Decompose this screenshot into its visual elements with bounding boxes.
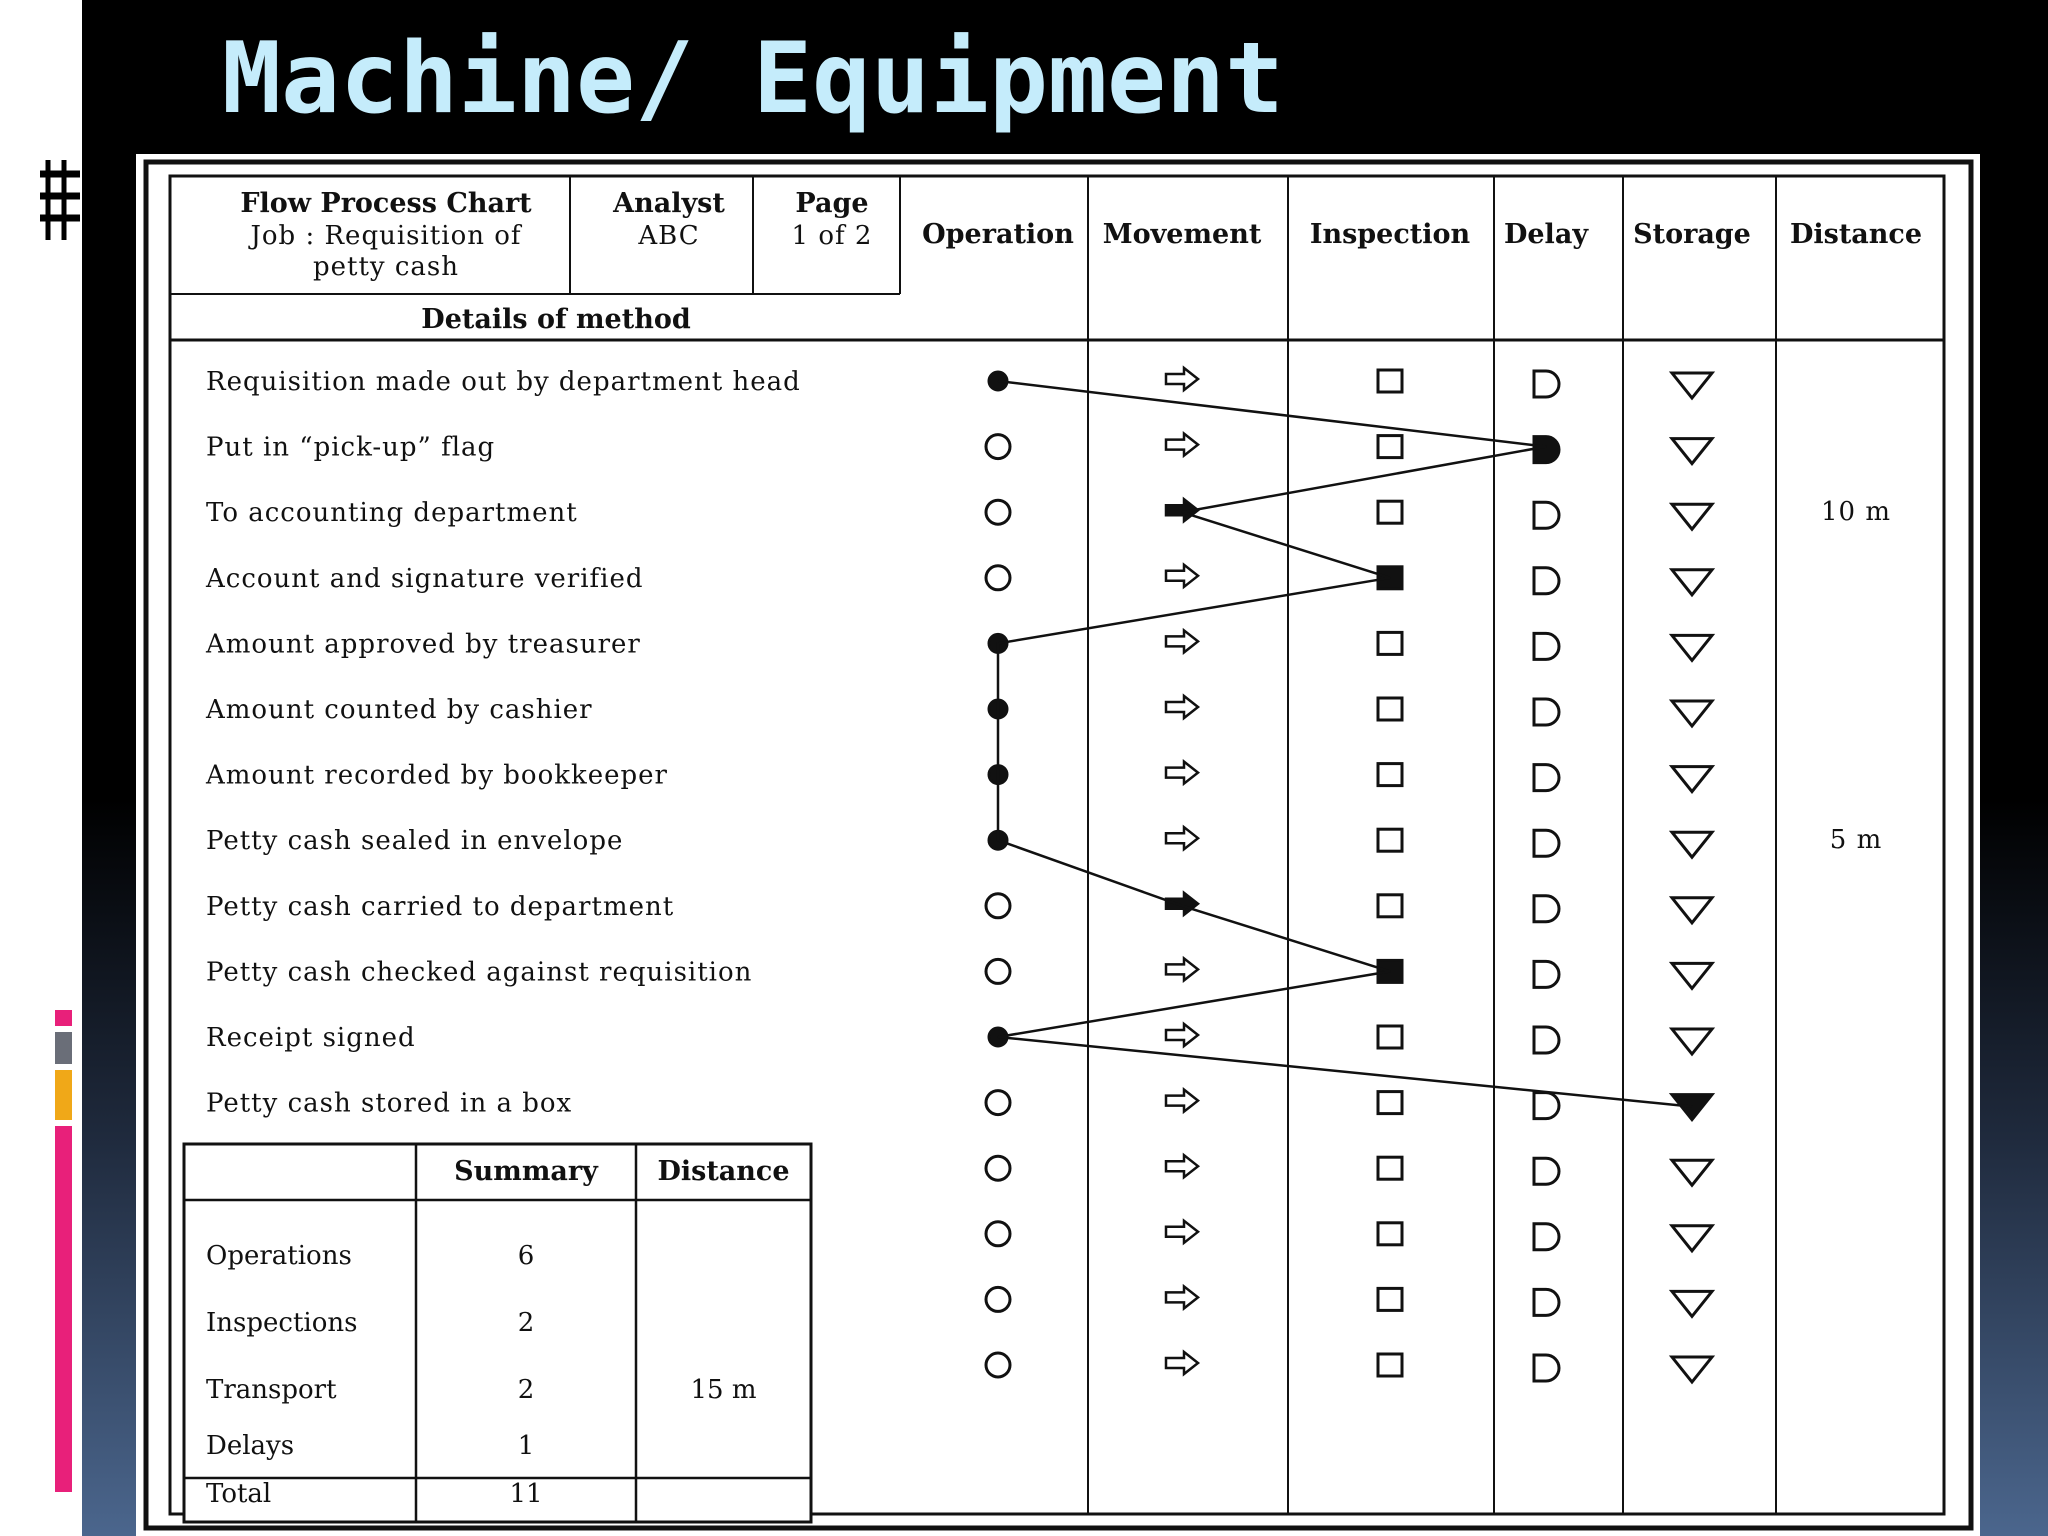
movement-symbol (1166, 762, 1198, 784)
summary-row-label: Delays (206, 1431, 295, 1461)
summary-row-label: Inspections (206, 1308, 358, 1338)
storage-symbol (1672, 963, 1712, 988)
step-label: To accounting department (206, 498, 578, 529)
analyst-label: Analyst (613, 188, 725, 219)
operation-symbol (986, 959, 1010, 983)
job-line-2: petty cash (312, 252, 460, 282)
movement-symbol (1166, 958, 1198, 980)
storage-symbol (1672, 373, 1712, 398)
flow-chart-title: Flow Process Chart (240, 188, 532, 219)
storage-symbol (1672, 570, 1712, 595)
step-label: Amount approved by treasurer (206, 629, 641, 660)
delay-symbol (1534, 1093, 1559, 1119)
step-label: Amount recorded by bookkeeper (206, 760, 668, 791)
delay-symbol (1534, 699, 1559, 725)
summary-distance-header: Distance (657, 1156, 790, 1187)
storage-symbol (1672, 1226, 1712, 1251)
storage-symbol (1672, 767, 1712, 792)
inspection-symbol (1378, 895, 1402, 917)
summary-row-value: 1 (517, 1431, 535, 1461)
movement-symbol (1166, 1221, 1198, 1243)
slide-title: Machine/ Equipment (222, 22, 1285, 136)
movement-symbol (1166, 1090, 1198, 1112)
step-distance: 5 m (1829, 825, 1883, 856)
deco-bar-2 (55, 1032, 72, 1064)
delay-symbol (1534, 1027, 1559, 1053)
delay-symbol (1534, 1355, 1559, 1381)
operation-symbol (986, 1353, 1010, 1377)
storage-symbol (1672, 439, 1712, 464)
movement-symbol (1166, 565, 1198, 587)
storage-symbol (1672, 1357, 1712, 1382)
movement-symbol (1166, 368, 1198, 390)
delay-symbol (1534, 437, 1559, 463)
details-of-method-label: Details of method (421, 304, 691, 335)
movement-symbol (1166, 1155, 1198, 1177)
column-header-operation: Operation (922, 219, 1074, 250)
inspection-symbol (1378, 1092, 1402, 1114)
summary-row-value: 2 (517, 1375, 535, 1405)
summary-row-label: Total (206, 1479, 272, 1509)
operation-symbol (986, 1287, 1010, 1311)
flow-connector-line (998, 381, 1692, 1107)
deco-bar-1 (55, 1010, 72, 1026)
step-label: Requisition made out by department head (206, 367, 801, 397)
flow-process-chart (136, 154, 1980, 1536)
operation-symbol (986, 435, 1010, 459)
operation-symbol (986, 500, 1010, 524)
delay-symbol (1534, 633, 1559, 659)
step-label: Account and signature verified (206, 563, 644, 594)
delay-symbol (1534, 765, 1559, 791)
movement-symbol (1166, 630, 1198, 652)
storage-symbol (1672, 504, 1712, 529)
column-header-storage: Storage (1633, 219, 1751, 250)
step-label: Put in “pick-up” flag (206, 432, 496, 463)
column-header-movement: Movement (1102, 219, 1262, 250)
operation-symbol (986, 1222, 1010, 1246)
movement-symbol (1166, 827, 1198, 849)
summary-row-label: Transport (206, 1375, 337, 1405)
deco-bar-3 (55, 1070, 72, 1120)
storage-symbol (1672, 832, 1712, 857)
movement-symbol (1166, 1352, 1198, 1374)
decorative-bars (55, 1010, 75, 1498)
movement-symbol (1166, 696, 1198, 718)
storage-symbol (1672, 1160, 1712, 1185)
column-header-distance: Distance (1789, 219, 1923, 250)
inspection-symbol (1378, 436, 1402, 458)
summary-row-value: 2 (517, 1308, 535, 1338)
decorative-lines (40, 160, 80, 240)
storage-symbol (1672, 1095, 1712, 1120)
flow-process-chart-svg (136, 154, 1980, 1536)
operation-symbol (986, 1091, 1010, 1115)
step-distance: 10 m (1820, 497, 1892, 528)
column-header-delay: Delay (1503, 219, 1589, 250)
inspection-symbol (1378, 1354, 1402, 1376)
inspection-symbol (1378, 1157, 1402, 1179)
inspection-symbol (1378, 501, 1402, 523)
storage-symbol (1672, 635, 1712, 660)
operation-symbol (986, 894, 1010, 918)
deco-bar-4 (55, 1126, 72, 1492)
summary-row-label: Operations (206, 1241, 352, 1271)
delay-symbol (1534, 830, 1559, 856)
inspection-symbol (1378, 698, 1402, 720)
inspection-symbol (1378, 764, 1402, 786)
column-header-inspection: Inspection (1309, 219, 1471, 250)
step-label: Petty cash checked against requisition (206, 957, 753, 988)
summary-header: Summary (454, 1156, 598, 1187)
step-label: Petty cash stored in a box (206, 1088, 573, 1119)
inspection-symbol (1378, 370, 1402, 392)
step-label: Petty cash carried to department (206, 891, 675, 922)
storage-symbol (1672, 1029, 1712, 1054)
movement-symbol (1166, 1024, 1198, 1046)
page-label: Page (795, 188, 869, 219)
job-line-1: Job : Requisition of (250, 221, 522, 251)
analyst-value: ABC (638, 221, 700, 251)
delay-symbol (1534, 896, 1559, 922)
step-label: Receipt signed (206, 1023, 416, 1053)
inspection-symbol (1378, 632, 1402, 654)
summary-row-value: 6 (517, 1241, 535, 1271)
movement-symbol (1166, 893, 1198, 915)
step-label: Petty cash sealed in envelope (206, 826, 624, 857)
delay-symbol (1534, 371, 1559, 397)
delay-symbol (1534, 502, 1559, 528)
operation-symbol (986, 1156, 1010, 1180)
delay-symbol (1534, 961, 1559, 987)
inspection-symbol (1378, 1288, 1402, 1310)
delay-symbol (1534, 1224, 1559, 1250)
inspection-symbol (1378, 829, 1402, 851)
delay-symbol (1534, 1289, 1559, 1315)
movement-symbol (1166, 434, 1198, 456)
step-label: Amount counted by cashier (206, 695, 593, 725)
inspection-symbol (1378, 1223, 1402, 1245)
movement-symbol (1166, 1286, 1198, 1308)
storage-symbol (1672, 701, 1712, 726)
operation-symbol (986, 566, 1010, 590)
delay-symbol (1534, 1158, 1559, 1184)
summary-row-distance: 15 m (690, 1375, 757, 1405)
page-value: 1 of 2 (791, 221, 873, 251)
summary-row-value: 11 (509, 1479, 543, 1509)
storage-symbol (1672, 898, 1712, 923)
storage-symbol (1672, 1291, 1712, 1316)
delay-symbol (1534, 568, 1559, 594)
inspection-symbol (1378, 1026, 1402, 1048)
